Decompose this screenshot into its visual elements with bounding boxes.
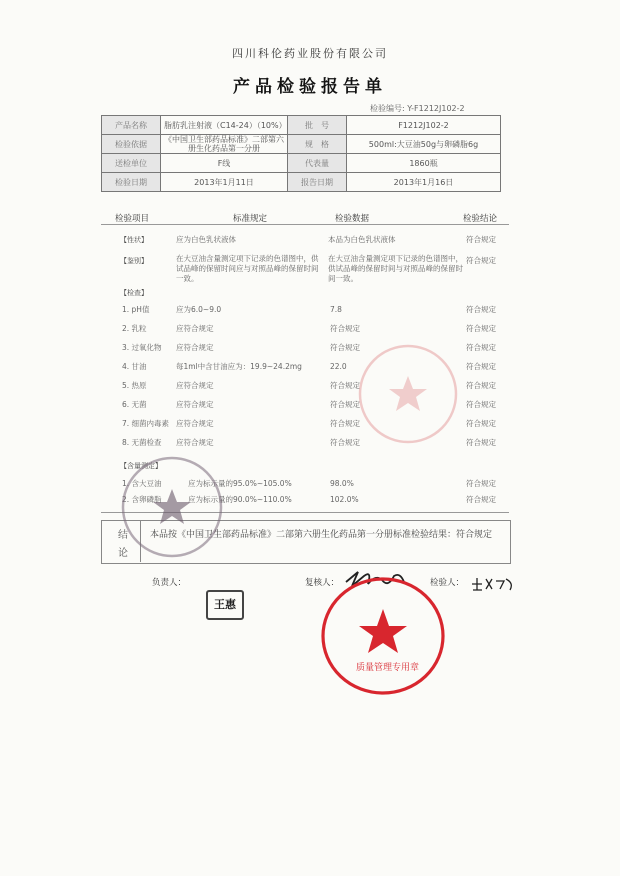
item-r5: 5. 热原 (122, 381, 147, 390)
report-number: 检验编号: Y-F1212J102-2 (370, 104, 465, 113)
basis-value: 《中国卫生部药品标准》二部第六册生化药品第一分册 (161, 135, 288, 154)
std-r6: 应符合规定 (176, 400, 214, 409)
batch-label: 批 号 (288, 116, 347, 135)
section-hanliang: 【含量测定】 (120, 462, 162, 470)
item-ph: 1. pH值 (122, 305, 150, 314)
data-r4: 22.0 (330, 362, 347, 371)
res-r5: 符合规定 (466, 381, 496, 390)
qty-label: 代表量 (288, 154, 347, 173)
data-r6: 符合规定 (330, 400, 360, 409)
col-standard-header: 标准规定 (233, 214, 268, 224)
item-r3: 3. 过氧化物 (122, 343, 162, 352)
std-ph: 应为6.0~9.0 (176, 305, 222, 314)
std-c1: 应为标示量的95.0%~105.0% (188, 479, 292, 488)
data-c1: 98.0% (330, 479, 354, 488)
std-c2: 应为标示量的90.0%~110.0% (188, 495, 292, 504)
res-r2: 符合规定 (466, 324, 496, 333)
personal-seal: 王惠 (206, 590, 244, 620)
res-r6: 符合规定 (466, 400, 496, 409)
company-seal-faded-left (120, 455, 225, 560)
seal-caption: 质量管理专用章 (356, 663, 420, 673)
col-data-header: 检验数据 (335, 214, 370, 224)
std-r5: 应符合规定 (176, 381, 214, 390)
res-r4: 符合规定 (466, 362, 496, 371)
res-xingzhuang: 符合规定 (466, 235, 496, 244)
item-r6: 6. 无菌 (122, 400, 147, 409)
item-c2: 2. 含卵磷脂 (122, 495, 162, 504)
company-seal (318, 575, 448, 697)
res-r3: 符合规定 (466, 343, 496, 352)
col-item-header: 检验项目 (115, 214, 150, 224)
company-name: 四川科伦药业股份有限公司 (232, 47, 388, 60)
std-r7: 应符合规定 (176, 419, 214, 428)
data-xingzhuang: 本品为白色乳状液体 (328, 235, 396, 244)
item-xingzhuang: 【性状】 (120, 236, 148, 244)
item-r2: 2. 乳粒 (122, 324, 147, 333)
date-label: 检验日期 (102, 173, 161, 192)
std-r8: 应符合规定 (176, 438, 214, 447)
data-ph: 7.8 (330, 305, 342, 314)
report-date-value: 2013年1月16日 (347, 173, 501, 192)
std-jianbie: 在大豆油含量测定项下记录的色谱图中，供试品峰的保留时间应与对照品峰的保留时间一致。 (176, 254, 319, 283)
spec-value: 500ml:大豆油50g与卵磷脂6g (347, 135, 501, 154)
item-r8: 8. 无菌检查 (122, 438, 162, 447)
product-name-label: 产品名称 (102, 116, 161, 135)
conclusion-label-1: 结 (118, 530, 128, 541)
item-r7: 7. 细菌内毒素 (122, 419, 170, 428)
std-xingzhuang: 应为白色乳状液体 (176, 235, 236, 244)
res-r7: 符合规定 (466, 419, 496, 428)
conclusion-label-2: 论 (118, 548, 128, 559)
col-conclusion-header: 检验结论 (463, 214, 498, 224)
std-r3: 应符合规定 (176, 343, 214, 352)
report-date-label: 报告日期 (288, 173, 347, 192)
basis-label: 检验依据 (102, 135, 161, 154)
responsible-label: 负责人： (152, 578, 187, 588)
header-divider (101, 224, 509, 225)
res-jianbie: 符合规定 (466, 256, 496, 265)
data-r5: 符合规定 (330, 381, 360, 390)
batch-value: F1212J102-2 (347, 116, 501, 135)
data-r2: 符合规定 (330, 324, 360, 333)
res-c2: 符合规定 (466, 495, 496, 504)
company-seal-faded-right (358, 342, 458, 447)
data-r3: 符合规定 (330, 343, 360, 352)
data-r8: 符合规定 (330, 438, 360, 447)
reviewer-label: 复核人： (305, 578, 340, 588)
item-r4: 4. 甘油 (122, 362, 147, 371)
unit-value: F线 (161, 154, 288, 173)
std-r4: 每1ml中含甘油应为：19.9~24.2mg (176, 362, 302, 371)
res-ph: 符合规定 (466, 305, 496, 314)
unit-label: 送检单位 (102, 154, 161, 173)
res-c1: 符合规定 (466, 479, 496, 488)
conclusion-text: 本品按《中国卫生部药品标准》二部第六册生化药品第一分册标准检验结果：符合规定 (150, 530, 493, 540)
item-c1: 1. 含大豆油 (122, 479, 162, 488)
data-r7: 符合规定 (330, 419, 360, 428)
product-name-value: 脂肪乳注射液（C14-24）（10%） (161, 116, 288, 135)
res-r8: 符合规定 (466, 438, 496, 447)
info-table (101, 115, 501, 192)
section-jiancha: 【检查】 (120, 289, 148, 297)
qty-value: 1860瓶 (347, 154, 501, 173)
item-jianbie: 【鉴别】 (120, 257, 148, 265)
std-r2: 应符合规定 (176, 324, 214, 333)
date-value: 2013年1月11日 (161, 173, 288, 192)
data-c2: 102.0% (330, 495, 359, 504)
data-jianbie: 在大豆油含量测定项下记录的色谱图中，供试品峰的保留时间与对照品峰的保留时间一致。 (328, 254, 463, 283)
report-title: 产品检验报告单 (233, 77, 387, 97)
spec-label: 规 格 (288, 135, 347, 154)
inspector-signature (470, 575, 516, 593)
inspector-label: 检验人： (430, 578, 465, 588)
